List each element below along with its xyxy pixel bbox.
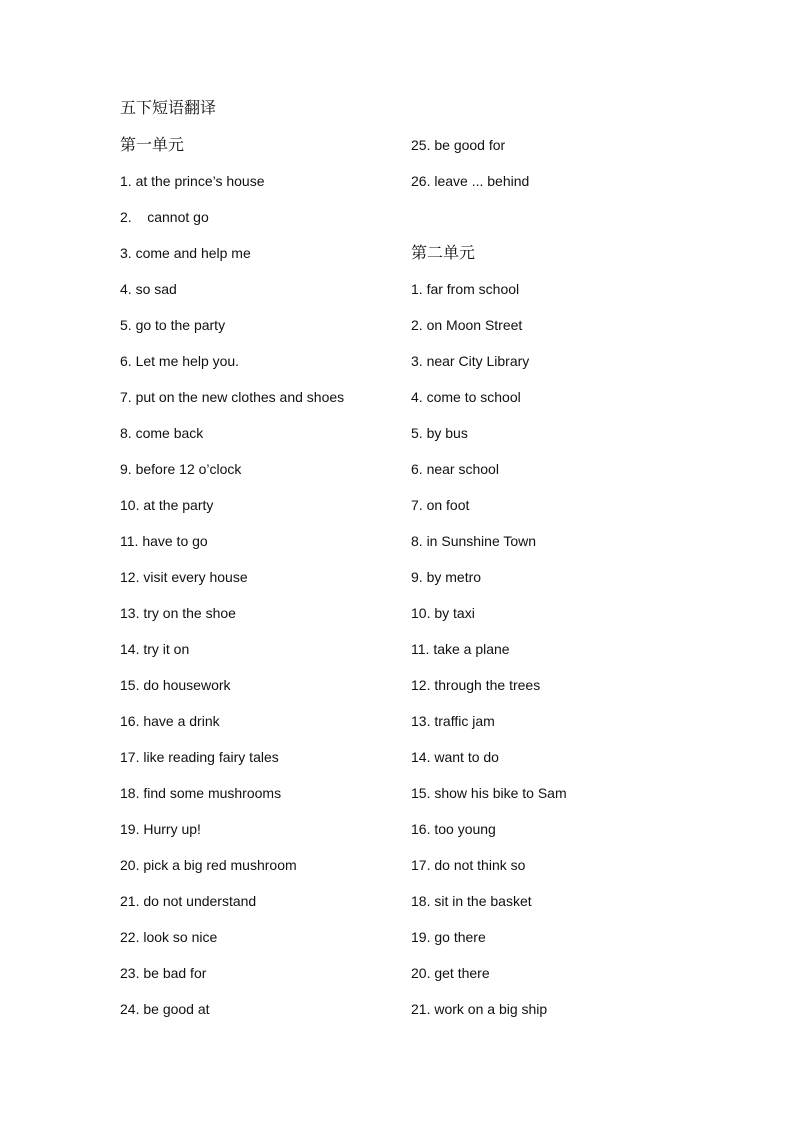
phrase-item: 14. try it on: [120, 641, 190, 657]
phrase-item: 16. too young: [411, 821, 496, 837]
phrase-item: 20. get there: [411, 965, 490, 981]
right-column: [411, 134, 691, 1034]
phrase-item: 2. on Moon Street: [411, 317, 523, 333]
spacer: [411, 206, 691, 242]
phrase-item: 15. show his bike to Sam: [411, 785, 567, 801]
phrase-item: 3. near City Library: [411, 353, 530, 369]
phrase-item: 4. come to school: [411, 389, 521, 405]
phrase-item: 22. look so nice: [120, 929, 218, 945]
phrase-item: 11. have to go: [120, 533, 208, 549]
phrase-item: 4. so sad: [120, 281, 177, 297]
unit2-heading: 第二单元: [411, 243, 476, 262]
phrase-item: 13. try on the shoe: [120, 605, 236, 621]
phrase-item: 10. by taxi: [411, 605, 475, 621]
phrase-item: 6. Let me help you.: [120, 353, 240, 369]
phrase-item: 3. come and help me: [120, 245, 251, 261]
phrase-item: 9. before 12 o’clock: [120, 461, 242, 477]
phrase-item: 2. cannot go: [120, 209, 209, 225]
phrase-item: 19. go there: [411, 929, 486, 945]
phrase-item: 8. come back: [120, 425, 204, 441]
phrase-item: 17. do not think so: [411, 857, 526, 873]
phrase-item: 23. be bad for: [120, 965, 207, 981]
phrase-item: 6. near school: [411, 461, 499, 477]
phrase-item: 25. be good for: [411, 137, 506, 153]
phrase-item: 26. leave ... behind: [411, 173, 530, 189]
phrase-item: 18. find some mushrooms: [120, 785, 282, 801]
phrase-item: 8. in Sunshine Town: [411, 533, 537, 549]
phrase-item: 19. Hurry up!: [120, 821, 201, 837]
phrase-item: 7. put on the new clothes and shoes: [120, 389, 345, 405]
phrase-item: 24. be good at: [120, 1001, 210, 1017]
document-title: 五下短语翻译: [120, 98, 217, 117]
phrase-item: 10. at the party: [120, 497, 214, 513]
phrase-item: 11. take a plane: [411, 641, 510, 657]
phrase-item: 5. by bus: [411, 425, 468, 441]
phrase-item: 1. at the prince’s house: [120, 173, 265, 189]
left-column: [120, 134, 400, 1034]
phrase-item: 17. like reading fairy tales: [120, 749, 279, 765]
phrase-item: 21. work on a big ship: [411, 1001, 548, 1017]
phrase-item: 13. traffic jam: [411, 713, 495, 729]
unit1-heading: 第一单元: [120, 135, 185, 154]
phrase-item: 1. far from school: [411, 281, 520, 297]
phrase-item: 21. do not understand: [120, 893, 257, 909]
phrase-item: 7. on foot: [411, 497, 470, 513]
phrase-item: 15. do housework: [120, 677, 231, 693]
phrase-item: 16. have a drink: [120, 713, 220, 729]
phrase-item: 12. through the trees: [411, 677, 541, 693]
phrase-item: 12. visit every house: [120, 569, 248, 585]
phrase-item: 14. want to do: [411, 749, 499, 765]
phrase-item: 18. sit in the basket: [411, 893, 532, 909]
phrase-item: 9. by metro: [411, 569, 482, 585]
phrase-item: 5. go to the party: [120, 317, 226, 333]
phrase-item: 20. pick a big red mushroom: [120, 857, 297, 873]
